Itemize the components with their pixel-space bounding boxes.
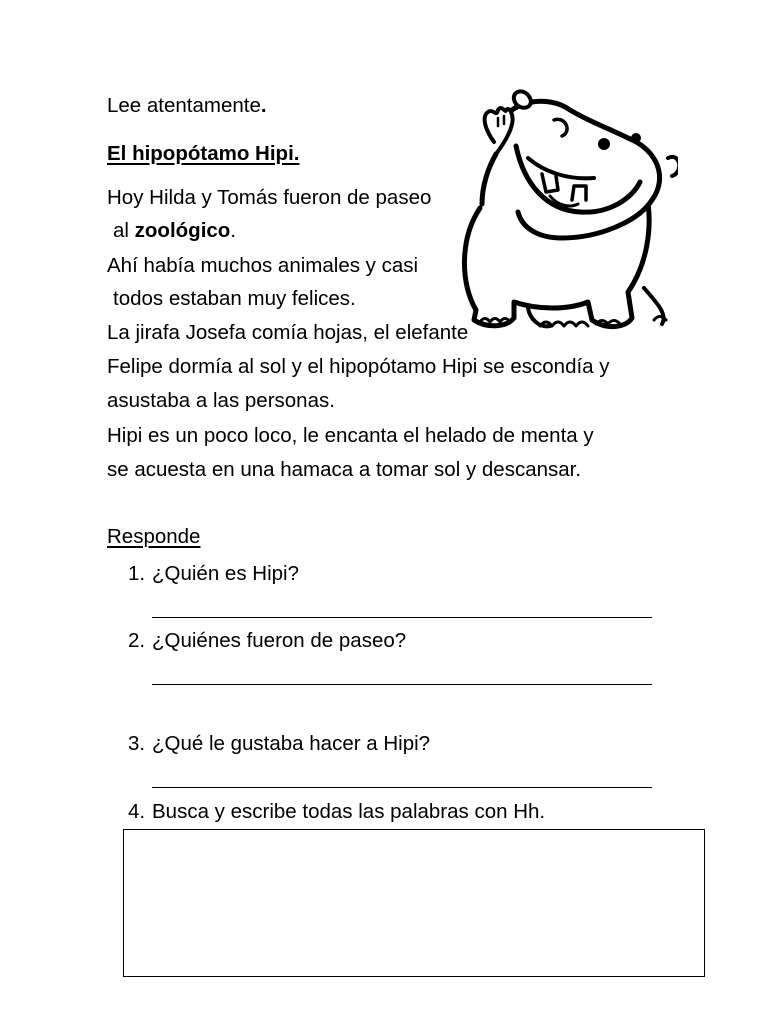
answer-line-2[interactable] bbox=[152, 684, 652, 685]
question-3 bbox=[128, 731, 430, 757]
respond-label: Responde bbox=[107, 525, 201, 548]
story-line-9: se acuesta en una hamaca a tomar sol y descansar. bbox=[107, 458, 582, 481]
question-4 bbox=[128, 799, 545, 825]
question-text: ¿Qué le gustaba hacer a Hipi? bbox=[152, 732, 431, 755]
story-line-7: asustaba a las personas. bbox=[107, 389, 335, 412]
question-1 bbox=[128, 561, 299, 587]
question-text: ¿Quiénes fueron de paseo? bbox=[152, 629, 407, 652]
question-number: 4. bbox=[128, 800, 146, 823]
instruction bbox=[107, 93, 267, 119]
question-number: 1. bbox=[128, 562, 146, 585]
question-number: 2. bbox=[128, 629, 146, 652]
question-text: Busca y escribe todas las palabras con Hh. bbox=[152, 800, 546, 823]
story-line-1: Hoy Hilda y Tomás fueron de paseo bbox=[107, 186, 432, 209]
answer-line-1[interactable] bbox=[152, 617, 652, 618]
question-number: 3. bbox=[128, 732, 146, 755]
story-line-2 bbox=[107, 218, 236, 244]
question-2 bbox=[128, 628, 406, 654]
story-line-3: Ahí había muchos animales y casi bbox=[107, 254, 419, 277]
story-line-4: todos estaban muy felices. bbox=[113, 287, 356, 310]
story-line-5: La jirafa Josefa comía hojas, el elefante bbox=[107, 321, 469, 344]
story-title: El hipopótamo Hipi. bbox=[107, 142, 300, 165]
answer-box[interactable] bbox=[123, 829, 705, 977]
story-line-2-pre: al bbox=[113, 219, 135, 242]
hippo-icon bbox=[458, 88, 678, 333]
story-line-2-post: . bbox=[230, 219, 237, 242]
story-line-8: Hipi es un poco loco, le encanta el helado de menta y bbox=[107, 424, 594, 447]
story-line-6: Felipe dormía al sol y el hipopótamo Hipi se escondía y bbox=[107, 355, 610, 378]
instruction-text: Lee atentamente bbox=[107, 94, 261, 117]
question-text: ¿Quién es Hipi? bbox=[152, 562, 299, 585]
instruction-period: . bbox=[260, 94, 267, 117]
story-keyword: zoológico bbox=[134, 219, 231, 242]
answer-line-3[interactable] bbox=[152, 787, 652, 788]
